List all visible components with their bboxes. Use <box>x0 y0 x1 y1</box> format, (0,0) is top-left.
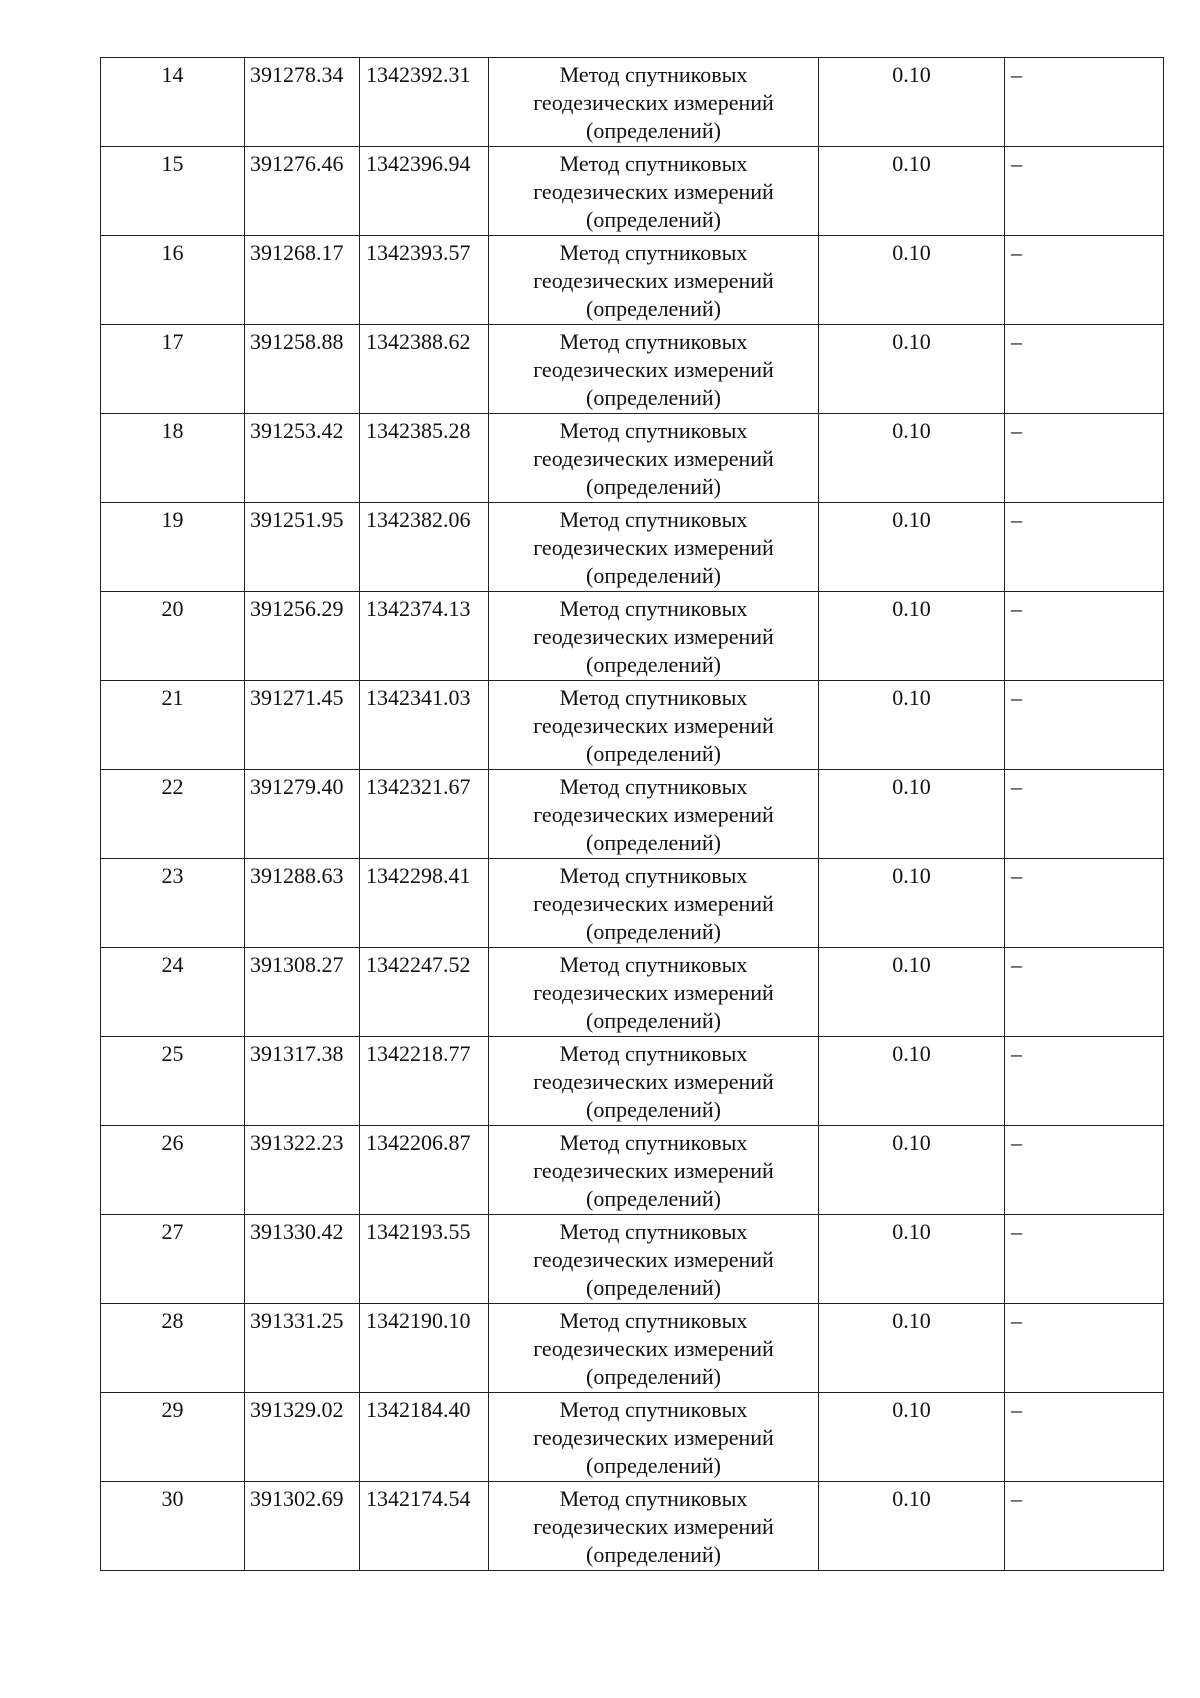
point-number-cell: 26 <box>101 1126 245 1215</box>
accuracy-cell: 0.10 <box>819 859 1005 948</box>
y-coordinate-cell: 1342298.41 <box>360 859 489 948</box>
accuracy-cell: 0.10 <box>819 681 1005 770</box>
y-coordinate-cell: 1342321.67 <box>360 770 489 859</box>
table-row <box>101 503 1164 592</box>
table-row <box>101 948 1164 1037</box>
method-text: Метод спутниковых геодезических измерений (определений) <box>533 151 774 232</box>
method-text: Метод спутниковых геодезических измерений (определений) <box>533 240 774 321</box>
accuracy-cell: 0.10 <box>819 1304 1005 1393</box>
accuracy-cell: 0.10 <box>819 1215 1005 1304</box>
table-row <box>101 325 1164 414</box>
method-text: Метод спутниковых геодезических измерений (определений) <box>533 596 774 677</box>
y-coordinate-cell: 1342190.10 <box>360 1304 489 1393</box>
method-text: Метод спутниковых геодезических измерений (определений) <box>533 1130 774 1211</box>
note-cell: – <box>1005 58 1164 147</box>
point-number-cell: 16 <box>101 236 245 325</box>
method-cell <box>489 58 819 147</box>
point-number-cell: 23 <box>101 859 245 948</box>
method-text: Метод спутниковых геодезических измерений (определений) <box>533 329 774 410</box>
accuracy-cell: 0.10 <box>819 503 1005 592</box>
note-cell: – <box>1005 414 1164 503</box>
table-row <box>101 681 1164 770</box>
method-cell <box>489 147 819 236</box>
method-cell <box>489 236 819 325</box>
method-cell <box>489 592 819 681</box>
table-row <box>101 414 1164 503</box>
accuracy-cell: 0.10 <box>819 147 1005 236</box>
accuracy-cell: 0.10 <box>819 236 1005 325</box>
point-number-cell: 27 <box>101 1215 245 1304</box>
note-cell: – <box>1005 236 1164 325</box>
table-row <box>101 1482 1164 1571</box>
method-cell <box>489 325 819 414</box>
method-cell <box>489 1482 819 1571</box>
method-cell <box>489 770 819 859</box>
method-text: Метод спутниковых геодезических измерений (определений) <box>533 1397 774 1478</box>
point-number-cell: 14 <box>101 58 245 147</box>
table-row <box>101 58 1164 147</box>
note-cell: – <box>1005 859 1164 948</box>
method-text: Метод спутниковых геодезических измерений (определений) <box>533 863 774 944</box>
note-cell: – <box>1005 325 1164 414</box>
point-number-cell: 19 <box>101 503 245 592</box>
note-cell: – <box>1005 1037 1164 1126</box>
coordinates-table-body <box>101 58 1164 1571</box>
note-cell: – <box>1005 948 1164 1037</box>
x-coordinate-cell: 391278.34 <box>245 58 360 147</box>
x-coordinate-cell: 391288.63 <box>245 859 360 948</box>
method-cell <box>489 1304 819 1393</box>
table-row <box>101 1215 1164 1304</box>
x-coordinate-cell: 391253.42 <box>245 414 360 503</box>
method-text: Метод спутниковых геодезических измерений (определений) <box>533 1486 774 1567</box>
y-coordinate-cell: 1342193.55 <box>360 1215 489 1304</box>
accuracy-cell: 0.10 <box>819 948 1005 1037</box>
table-row <box>101 147 1164 236</box>
point-number-cell: 15 <box>101 147 245 236</box>
table-row <box>101 592 1164 681</box>
note-cell: – <box>1005 681 1164 770</box>
method-cell <box>489 414 819 503</box>
accuracy-cell: 0.10 <box>819 1482 1005 1571</box>
x-coordinate-cell: 391329.02 <box>245 1393 360 1482</box>
y-coordinate-cell: 1342382.06 <box>360 503 489 592</box>
y-coordinate-cell: 1342184.40 <box>360 1393 489 1482</box>
y-coordinate-cell: 1342396.94 <box>360 147 489 236</box>
x-coordinate-cell: 391251.95 <box>245 503 360 592</box>
x-coordinate-cell: 391308.27 <box>245 948 360 1037</box>
point-number-cell: 20 <box>101 592 245 681</box>
method-text: Метод спутниковых геодезических измерений (определений) <box>533 507 774 588</box>
accuracy-cell: 0.10 <box>819 1393 1005 1482</box>
x-coordinate-cell: 391256.29 <box>245 592 360 681</box>
x-coordinate-cell: 391322.23 <box>245 1126 360 1215</box>
note-cell: – <box>1005 1393 1164 1482</box>
method-text: Метод спутниковых геодезических измерений (определений) <box>533 1041 774 1122</box>
table-row <box>101 1126 1164 1215</box>
note-cell: – <box>1005 1482 1164 1571</box>
y-coordinate-cell: 1342393.57 <box>360 236 489 325</box>
x-coordinate-cell: 391271.45 <box>245 681 360 770</box>
method-text: Метод спутниковых геодезических измерений (определений) <box>533 952 774 1033</box>
accuracy-cell: 0.10 <box>819 592 1005 681</box>
method-cell <box>489 1393 819 1482</box>
method-cell <box>489 681 819 770</box>
x-coordinate-cell: 391279.40 <box>245 770 360 859</box>
point-number-cell: 22 <box>101 770 245 859</box>
method-cell <box>489 503 819 592</box>
point-number-cell: 24 <box>101 948 245 1037</box>
method-cell <box>489 859 819 948</box>
y-coordinate-cell: 1342206.87 <box>360 1126 489 1215</box>
note-cell: – <box>1005 1304 1164 1393</box>
method-cell <box>489 1215 819 1304</box>
x-coordinate-cell: 391330.42 <box>245 1215 360 1304</box>
point-number-cell: 21 <box>101 681 245 770</box>
y-coordinate-cell: 1342218.77 <box>360 1037 489 1126</box>
method-cell <box>489 948 819 1037</box>
table-row <box>101 1393 1164 1482</box>
table-row <box>101 770 1164 859</box>
y-coordinate-cell: 1342374.13 <box>360 592 489 681</box>
y-coordinate-cell: 1342388.62 <box>360 325 489 414</box>
table-row <box>101 1304 1164 1393</box>
accuracy-cell: 0.10 <box>819 770 1005 859</box>
point-number-cell: 17 <box>101 325 245 414</box>
note-cell: – <box>1005 1215 1164 1304</box>
accuracy-cell: 0.10 <box>819 325 1005 414</box>
note-cell: – <box>1005 770 1164 859</box>
method-cell <box>489 1126 819 1215</box>
y-coordinate-cell: 1342174.54 <box>360 1482 489 1571</box>
method-text: Метод спутниковых геодезических измерений (определений) <box>533 1219 774 1300</box>
method-text: Метод спутниковых геодезических измерений (определений) <box>533 418 774 499</box>
y-coordinate-cell: 1342392.31 <box>360 58 489 147</box>
x-coordinate-cell: 391268.17 <box>245 236 360 325</box>
method-text: Метод спутниковых геодезических измерений (определений) <box>533 685 774 766</box>
y-coordinate-cell: 1342341.03 <box>360 681 489 770</box>
method-text: Метод спутниковых геодезических измерений (определений) <box>533 1308 774 1389</box>
x-coordinate-cell: 391331.25 <box>245 1304 360 1393</box>
coordinates-table <box>100 57 1164 1571</box>
y-coordinate-cell: 1342247.52 <box>360 948 489 1037</box>
x-coordinate-cell: 391302.69 <box>245 1482 360 1571</box>
note-cell: – <box>1005 147 1164 236</box>
accuracy-cell: 0.10 <box>819 58 1005 147</box>
accuracy-cell: 0.10 <box>819 1037 1005 1126</box>
accuracy-cell: 0.10 <box>819 1126 1005 1215</box>
y-coordinate-cell: 1342385.28 <box>360 414 489 503</box>
point-number-cell: 25 <box>101 1037 245 1126</box>
note-cell: – <box>1005 503 1164 592</box>
method-text: Метод спутниковых геодезических измерений (определений) <box>533 62 774 143</box>
point-number-cell: 18 <box>101 414 245 503</box>
method-cell <box>489 1037 819 1126</box>
table-row <box>101 859 1164 948</box>
x-coordinate-cell: 391276.46 <box>245 147 360 236</box>
method-text: Метод спутниковых геодезических измерений (определений) <box>533 774 774 855</box>
note-cell: – <box>1005 1126 1164 1215</box>
note-cell: – <box>1005 592 1164 681</box>
accuracy-cell: 0.10 <box>819 414 1005 503</box>
point-number-cell: 29 <box>101 1393 245 1482</box>
x-coordinate-cell: 391317.38 <box>245 1037 360 1126</box>
table-row <box>101 1037 1164 1126</box>
x-coordinate-cell: 391258.88 <box>245 325 360 414</box>
table-row <box>101 236 1164 325</box>
point-number-cell: 28 <box>101 1304 245 1393</box>
point-number-cell: 30 <box>101 1482 245 1571</box>
